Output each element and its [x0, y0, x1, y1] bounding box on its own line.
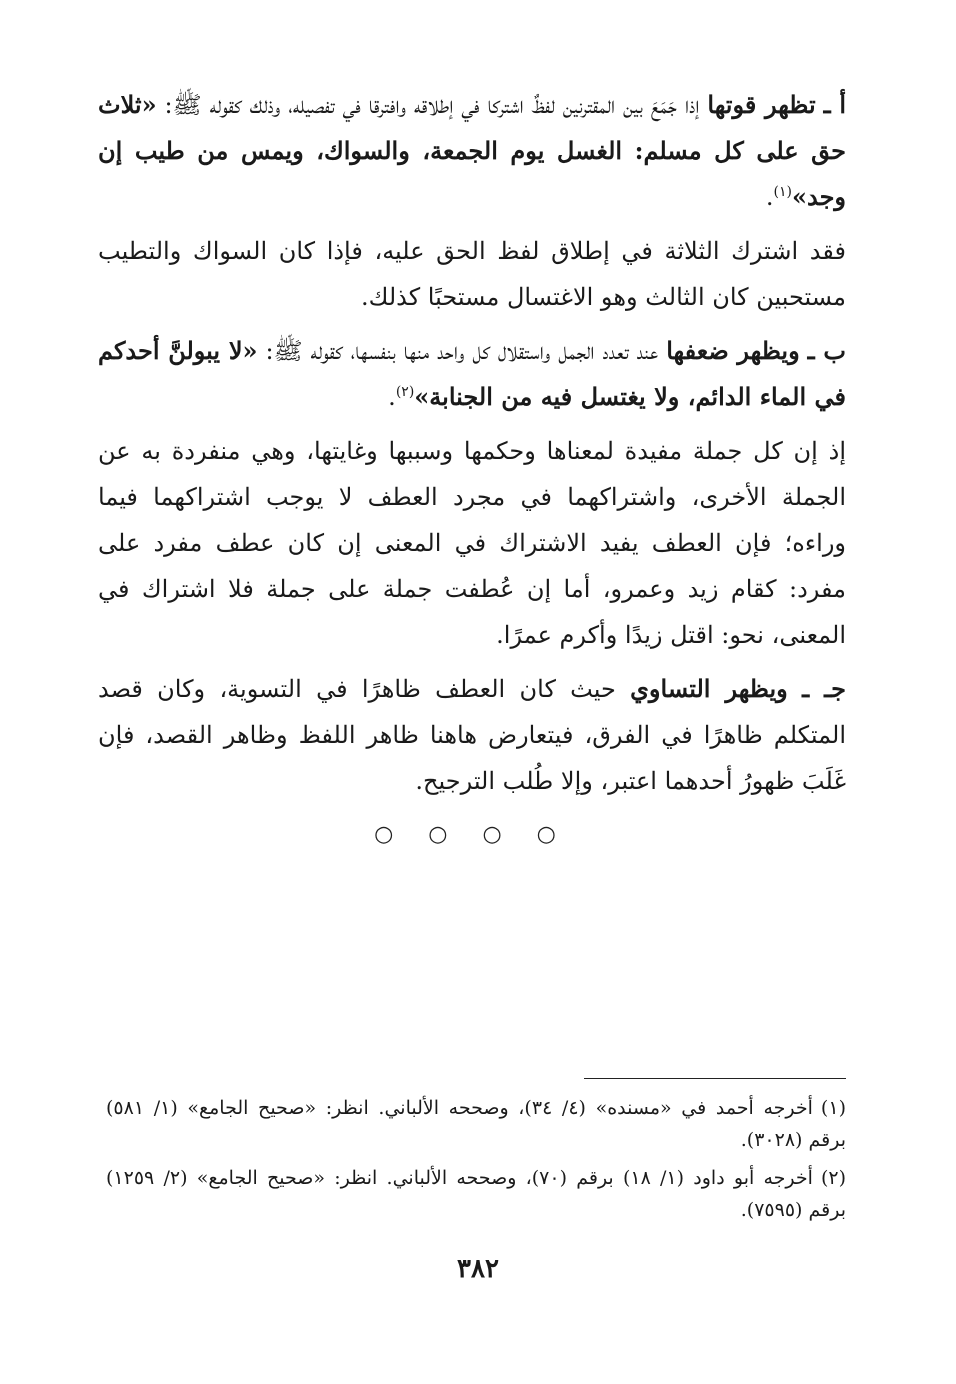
paragraph-c-heading: ويظهر التساوي — [630, 674, 788, 703]
paragraph-a-heading: تظهر قوتها — [707, 90, 816, 119]
page-number: ٣٨٢ — [457, 1254, 499, 1284]
paragraph-c-text: حيث كان العطف ظاهرًا في التسوية، وكان قصد المتكلم ظاهرًا في الفرق، فيتعارض هاهنا ظاهر اللفظ وظاهر القصد، فإن غَلَبَ ظهورُ أحدهما اعتبر، وإلا طُلب الترجيح. — [98, 675, 846, 795]
paragraph-a-text: إذا جَمَعَ بين المقترنين لفظٌ اشتركا في إطلاقه وافترقا في تفصيله، وذلك كقوله ﷺ: — [164, 91, 700, 119]
hadith-quote-2: «لا يبولنَّ أحدكم في الماء الدائم، ولا يغتسل فيه من الجنابة» — [98, 336, 846, 411]
footnote-2-number: (٢) — [820, 1167, 846, 1189]
hadith-quote-1: «ثلاث حق على كل مسلم: الغسل يوم الجمعة، والسواك، ويمس من طيب إن وجد» — [98, 90, 846, 211]
paragraph-b-explanation: إذ إن كل جملة مفيدة لمعناها وحكمها وسببها وغايتها، وهي منفردة به عن الجملة الأخرى، واشتراكهما في مجرد العطف لا يوجب اشتراكهما فيما وراءه؛ فإن العطف يفيد الاشتراك في المعنى إن كان عطف مفرد على مفرد: كقام زيد وعمرو، أما إن عُطفت جملة على جملة فلا اشتراك في المعنى، نحو: اقتل زيدًا وأكرم عمرًا. — [98, 437, 846, 649]
paragraph-a-explanation: فقد اشترك الثلاثة في إطلاق لفظ الحق عليه، فإذا كان السواك والتطيب مستحبين كان الثالث وهو الاغتسال مستحبًا كذلك. — [98, 237, 846, 311]
paragraph-c — [98, 666, 846, 804]
footnote-1 — [106, 1092, 846, 1156]
footnote-2 — [106, 1162, 846, 1226]
section-separator: ○ ○ ○ ○ — [374, 822, 570, 847]
paragraph-c-label: جـ ـ — [802, 674, 846, 703]
footnote-ref-1: (١) — [773, 184, 792, 200]
paragraph-b-text: عند تعدد الجمل واستقلال كل واحد منها بنفسها، كقوله ﷺ: — [265, 337, 659, 365]
paragraph-b-label: ب ـ — [807, 336, 846, 365]
main-text — [98, 82, 846, 858]
paragraph-b-heading: ويظهر ضعفها — [666, 336, 800, 365]
footnote-1-text: أخرجه أحمد في «مسنده» (٤/ ٣٤)، وصححه الألباني. انظر: «صحيح الجامع» (١/ ٥٨١) برقم (٣٠٢٨). — [106, 1097, 846, 1151]
paragraph-a-end: . — [765, 183, 774, 211]
paragraph-a — [98, 82, 846, 220]
footnote-ref-2: (٢) — [395, 384, 415, 400]
footnote-2-text: أخرجه أبو داود (١/ ١٨) برقم (٧٠)، وصححه الألباني. انظر: «صحيح الجامع» (٢/ ١٢٥٩) برقم (٧٥٩٥). — [106, 1167, 846, 1221]
footnote-1-number: (١) — [820, 1097, 846, 1119]
footnote-divider — [584, 1078, 846, 1079]
footnotes — [106, 1092, 846, 1232]
paragraph-a-label: أ ـ — [823, 90, 846, 119]
paragraph-b — [98, 328, 846, 420]
paragraph-b-end: . — [388, 383, 396, 411]
